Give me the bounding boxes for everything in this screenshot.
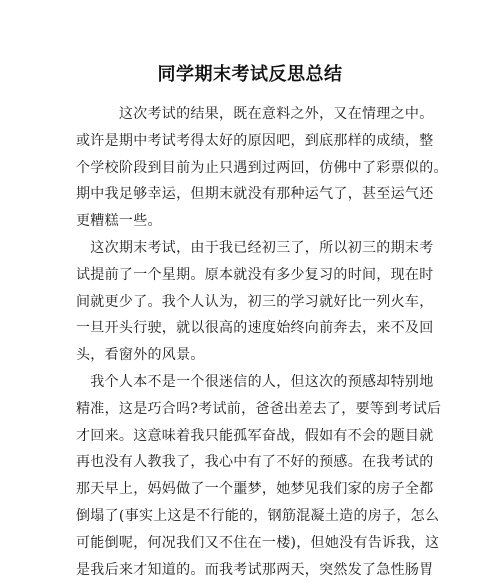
document-body [76, 101, 448, 583]
text-line: 是我后来才知道的。而我考试那两天，突然发了急性肠胃 [76, 561, 434, 578]
text-line: 可能倒呢，何况我们又不住在一楼)，但她没有告诉我，这 [76, 534, 440, 551]
text-line: 再也没有人教我了，我心中有了不好的预感。在我考试的 [76, 454, 434, 471]
text-line: 一旦开头行驶，就以很高的速度始终向前奔去，来不及回 [76, 320, 434, 337]
text-line: 试提前了一个星期。原本就没有多少复习的时间，现在时 [76, 266, 434, 283]
text-line: 头，看窗外的风景。 [76, 347, 205, 364]
paragraph-3 [76, 369, 442, 583]
text-line: 精准，这是巧合吗?考试前，爸爸出差去了，要等到考试后 [76, 400, 442, 417]
text-line: 或许是期中考试考得太好的原因吧，到底那样的成绩，整 [76, 132, 434, 149]
document-title: 同学期末考试反思总结 [157, 64, 343, 85]
paragraph-2 [76, 235, 434, 369]
text-line: 那天早上，妈妈做了一个噩梦，她梦见我们家的房子全都 [76, 481, 434, 498]
text-line: 期中我足够幸运，但期末就没有那种运气了，甚至运气还 [76, 186, 434, 203]
text-line: 间就更少了。我个人认为，初三的学习就好比一列火车， [76, 293, 434, 310]
text-line: 我个人本不是一个很迷信的人，但这次的预感却特别地 [76, 373, 434, 390]
text-line: 才回来。这意味着我只能孤军奋战，假如有不会的题目就 [76, 427, 434, 444]
text-line: 更糟糕一些。 [76, 213, 162, 230]
paragraph-1 [76, 101, 448, 235]
text-line: 这次期末考试，由于我已经初三了，所以初三的期末考 [76, 239, 434, 256]
text-line: 个学校阶段到目前为止只遇到过两回，仿佛中了彩票似的。 [76, 159, 448, 176]
text-line: 倒塌了(事实上这是不行能的，钢筋混凝土造的房子，怎么 [76, 507, 440, 524]
text-line: 这次考试的结果，既在意料之外，又在情理之中。 [76, 106, 434, 122]
